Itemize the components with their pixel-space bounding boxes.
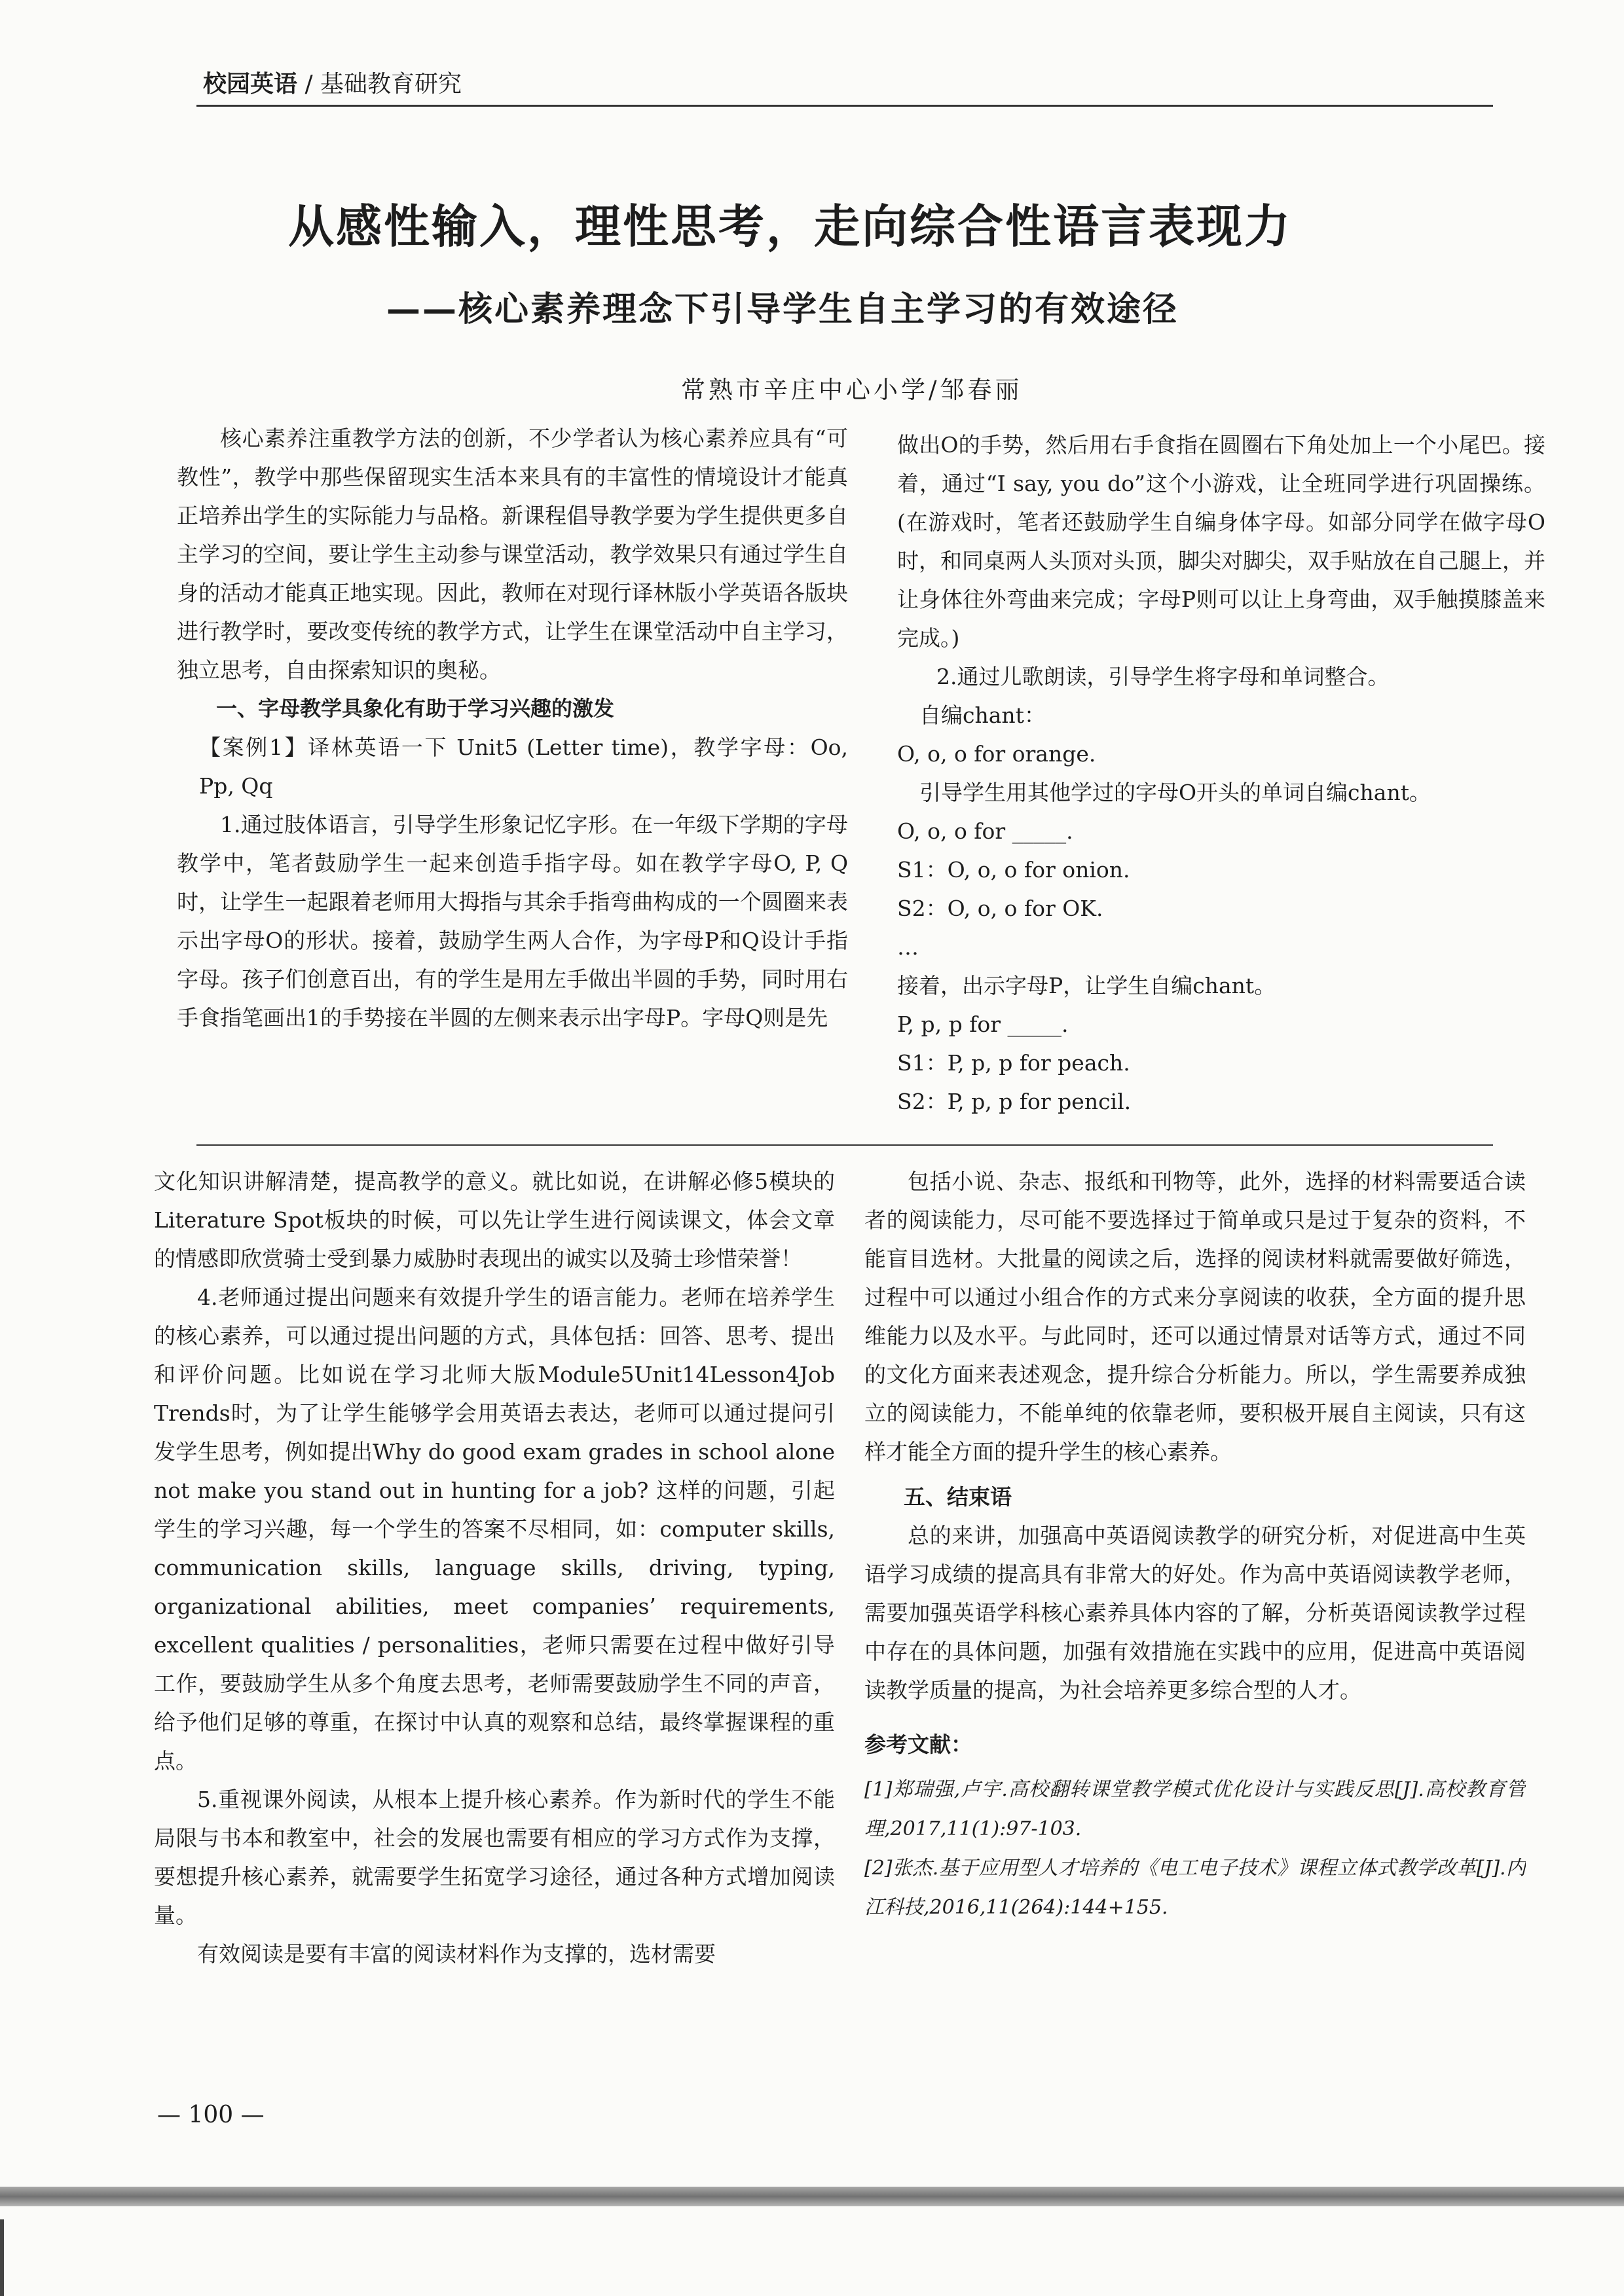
paragraph-extracurricular-reading: 5.重视课外阅读，从根本上提升核心素养。作为新时代的学生不能局限与书本和教室中，社会的发展也需要有相应的学习方式作为支撑，要想提升核心素养，就需要学生拓宽学习途径，通过各种方式增加阅读量。 [154, 1787, 835, 1928]
reference-2: [2]张杰.基于应用型人才培养的《电工电子技术》课程立体式教学改革[J].内江科技,2016,11(264):144+155. [864, 1857, 1526, 1919]
section-heading-1: 一、字母教学具象化有助于学习兴趣的激发 [216, 696, 615, 721]
reference-1: [1]郑瑞强,卢宇.高校翻转课堂教学模式优化设计与实践反思[J].高校教育管理,2017,11(1):97-103. [864, 1778, 1526, 1840]
chant-line-4: S2：O, o, o for OK. [897, 896, 1103, 921]
chant-instruction: 引导学生用其他学过的字母O开头的单词自编chant。 [919, 780, 1431, 805]
scan-edge-mark [0, 2219, 4, 2296]
chant-line-5: P, p, p for _____. [897, 1011, 1069, 1037]
upper-right-column [897, 426, 1545, 1146]
paragraph-materials: 包括小说、杂志、报纸和刊物等，此外，选择的材料需要适合读者的阅读能力，尽可能不要选择过于简单或只是过于复杂的资料，不能盲目选材。大批量的阅读之后，选择的阅读材料就需要做好筛选，过程中可以通过小组合作的方式来分享阅读的收获，全方面的提升思维能力以及水平。与此同时，还可以通过情景对话等方式，通过不同的文化方面来表述观念，提升综合分析能力。所以，学生需要养成独立的阅读能力，不能单纯的依靠老师，要积极开展自主阅读，只有这样才能全方面的提升学生的核心素养。 [864, 1169, 1526, 1465]
upper-left-column [177, 419, 848, 1139]
chant-line-1: O, o, o for orange. [897, 741, 1096, 767]
paragraph-conclusion: 总的来讲，加强高中英语阅读教学的研究分析，对促进高中生英语学习成绩的提高具有非常大的好处。作为高中英语阅读教学老师，需要加强英语学科核心素养具体内容的了解，分析英语阅读教学过程中存在的具体问题，加强有效措施在实践中的应用，促进高中英语阅读教学质量的提高，为社会培养更多综合型的人才。 [864, 1523, 1526, 1703]
paragraph-questions: 4.老师通过提出问题来有效提升学生的语言能力。老师在培养学生的核心素养，可以通过提出问题的方式，具体包括：回答、思考、提出和评价问题。比如说在学习北师大版Module5Unit14Lesson4Job Trends时，为了让学生能够学会用英语去表达，老师可以通过提问引发学生思考，例如提出Why do good exam grades in school alone not make you stand out in hunting for a job? 这样的问题，引起学生的学习兴趣，每一个学生的答案不尽相同，如：computer skills, communication skills, language skills, driving, typing, organizational abilities, meet companies’ requirements, excellent qualities / personalities，老师只需要在过程中做好引导工作，要鼓励学生从多个角度去思考，老师需要鼓励学生不同的声音，给予他们足够的尊重，在探讨中认真的观察和总结，最终掌握课程的重点。 [154, 1285, 835, 1774]
paragraph-continued-gesture: 做出O的手势，然后用右手食指在圆圈右下角处加上一个小尾巴。接着，通过“I say, you do”这个小游戏，让全班同学进行巩固操练。(在游戏时，笔者还鼓励学生自编身体字母。如部分同学在做字母O时，和同桌两人头顶对头顶，脚尖对脚尖，双手贴放在自己腿上，并让身体往外弯曲来完成；字母P则可以让上身弯曲，双手触摸膝盖来完成。) [897, 432, 1545, 651]
paragraph-literature-spot: 文化知识讲解清楚，提高教学的意义。就比如说，在讲解必修5模块的Literature Spot板块的时候，可以先让学生进行阅读课文，体会文章的情感即欣赏骑士受到暴力威胁时表现出的诚实以及骑士珍惜荣誉！ [154, 1169, 835, 1271]
paragraph-chant-heading: 2.通过儿歌朗读，引导学生将字母和单词整合。 [936, 664, 1390, 689]
references-heading: 参考文献： [864, 1732, 972, 1757]
paragraph-body-language: 1.通过肢体语言，引导学生形象记忆字形。在一年级下学期的字母教学中，笔者鼓励学生一起来创造手指字母。如在教学字母O, P, Q时，让学生一起跟着老师用大拇指与其余手指弯曲构成的一个圆圈来表示出字母O的形状。接着，鼓励学生两人合作，为字母P和Q设计手指字母。孩子们创意百出，有的学生是用左手做出半圆的手势，同时用右手食指笔画出1的手势接在半圆的左侧来表示出字母P。字母Q则是先 [177, 812, 848, 1030]
article-author: 常熟市辛庄中心小学/邹春丽 [681, 376, 1023, 404]
chant-line-6: S1：P, p, p for peach. [897, 1050, 1130, 1076]
chant-label: 自编chant： [919, 702, 1046, 728]
intro-paragraph: 核心素养注重教学方法的创新，不少学者认为核心素养应具有“可教性”，教学中那些保留现实生活本来具有的丰富性的情境设计才能真正培养出学生的实际能力与品格。新课程倡导教学要为学生提供更多自主学习的空间，要让学生主动参与课堂活动，教学效果只有通过学生自身的活动才能真正地实现。因此，教师在对现行译林版小学英语各版块进行教学时，要改变传统的教学方式，让学生在课堂活动中自主学习，独立思考，自由探索知识的奥秘。 [177, 426, 848, 683]
paragraph-effective-reading: 有效阅读是要有丰富的阅读材料作为支撑的，选材需要 [197, 1941, 716, 1967]
journal-section: 基础教育研究 [320, 71, 462, 98]
chant-line-7: S2：P, p, p for pencil. [897, 1089, 1132, 1114]
article-title: 从感性输入，理性思考，走向综合性语言表现力 [288, 200, 1292, 253]
section-heading-5: 五、结束语 [904, 1484, 1012, 1510]
scan-edge-band [0, 2187, 1624, 2206]
header-separator: / [297, 71, 321, 98]
header-rule [196, 105, 1493, 107]
chant-p-instruction: 接着，出示字母P，让学生自编chant。 [897, 973, 1276, 998]
journal-name: 校园英语 [203, 71, 298, 98]
lower-left-column [154, 1162, 835, 2072]
article-subtitle: ——核心素养理念下引导学生自主学习的有效途径 [386, 290, 1179, 329]
chant-line-3: S1：O, o, o for onion. [897, 857, 1130, 883]
column-divider-rule [196, 1144, 1493, 1146]
chant-line-2: O, o, o for _____. [897, 818, 1073, 844]
case-1-label: 【案例1】译林英语一下 Unit5 (Letter time)，教学字母：Oo, Pp, Qq [199, 735, 848, 799]
journal-header [203, 65, 462, 99]
chant-ellipsis: … [897, 934, 919, 960]
lower-right-column [864, 1162, 1526, 2072]
page-number: — 100 — [157, 2102, 265, 2128]
